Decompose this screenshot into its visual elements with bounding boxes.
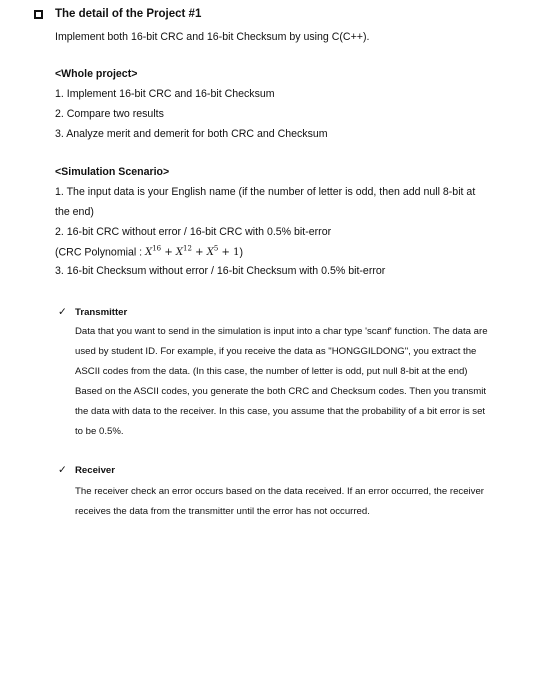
poly-term: X xyxy=(206,247,214,259)
poly-exponent: 16 xyxy=(152,245,162,253)
poly-plus: + xyxy=(164,247,173,259)
page-title: The detail of the Project #1 xyxy=(55,8,202,20)
receiver-line: receives the data from the transmitter until the error has not occurred. xyxy=(75,506,370,517)
intro-text: Implement both 16-bit CRC and 16-bit Checksum by using C(C++). xyxy=(55,31,370,43)
receiver-heading: Receiver xyxy=(75,465,116,476)
poly-exponent: 12 xyxy=(183,245,192,253)
simulation-line: the end) xyxy=(55,206,94,218)
simulation-line: 2. 16-bit CRC without error / 16-bit CRC with 0.5% bit-error xyxy=(55,226,332,238)
poly-term: X xyxy=(145,247,153,259)
transmitter-line: Data that you want to send in the simulation is input into a char type 'scanf' function. The data are xyxy=(75,326,488,337)
poly-term: X xyxy=(175,247,184,259)
transmitter-line: ASCII codes from the data. (In this case, the number of letter is odd, put null 8-bit at the end) xyxy=(75,366,468,377)
checkbox-square-icon xyxy=(34,10,43,19)
polynomial-prefix: (CRC Polynomial : xyxy=(55,246,146,259)
poly-exponent: 5 xyxy=(213,245,219,253)
simulation-line: 3. 16-bit Checksum without error / 16-bit Checksum with 0.5% bit-error xyxy=(55,265,386,277)
polynomial-suffix: ) xyxy=(239,246,243,259)
whole-project-item: 1. Implement 16-bit CRC and 16-bit Checksum xyxy=(55,88,275,100)
transmitter-line: Based on the ASCII codes, you generate the both CRC and Checksum codes. Then you transmit xyxy=(75,386,486,397)
poly-plus: + xyxy=(195,247,204,259)
whole-project-heading: <Whole project> xyxy=(55,68,138,80)
whole-project-item: 2. Compare two results xyxy=(55,108,164,120)
checkmark-icon: ✓ xyxy=(58,306,67,318)
polynomial-formula xyxy=(145,247,239,258)
simulation-line: 1. The input data is your English name (if the number of letter is odd, then add null 8-bit at xyxy=(55,186,476,198)
whole-project-item: 3. Analyze merit and demerit for both CRC and Checksum xyxy=(55,128,328,140)
transmitter-heading: Transmitter xyxy=(75,307,128,318)
simulation-heading: <Simulation Scenario> xyxy=(55,166,170,178)
crc-polynomial-line xyxy=(55,245,243,258)
checkmark-icon: ✓ xyxy=(58,464,67,476)
poly-constant: 1 xyxy=(233,247,240,259)
transmitter-line: used by student ID. For example, if you receive the data as "HONGGILDONG", you extract the xyxy=(75,346,477,357)
receiver-line: The receiver check an error occurs based on the data received. If an error occurred, the receiver xyxy=(75,486,484,497)
transmitter-line: to be 0.5%. xyxy=(75,426,124,437)
poly-plus: + xyxy=(221,247,230,259)
transmitter-line: the data with data to the receiver. In this case, you assume that the probability of a bit error is set xyxy=(75,406,486,417)
